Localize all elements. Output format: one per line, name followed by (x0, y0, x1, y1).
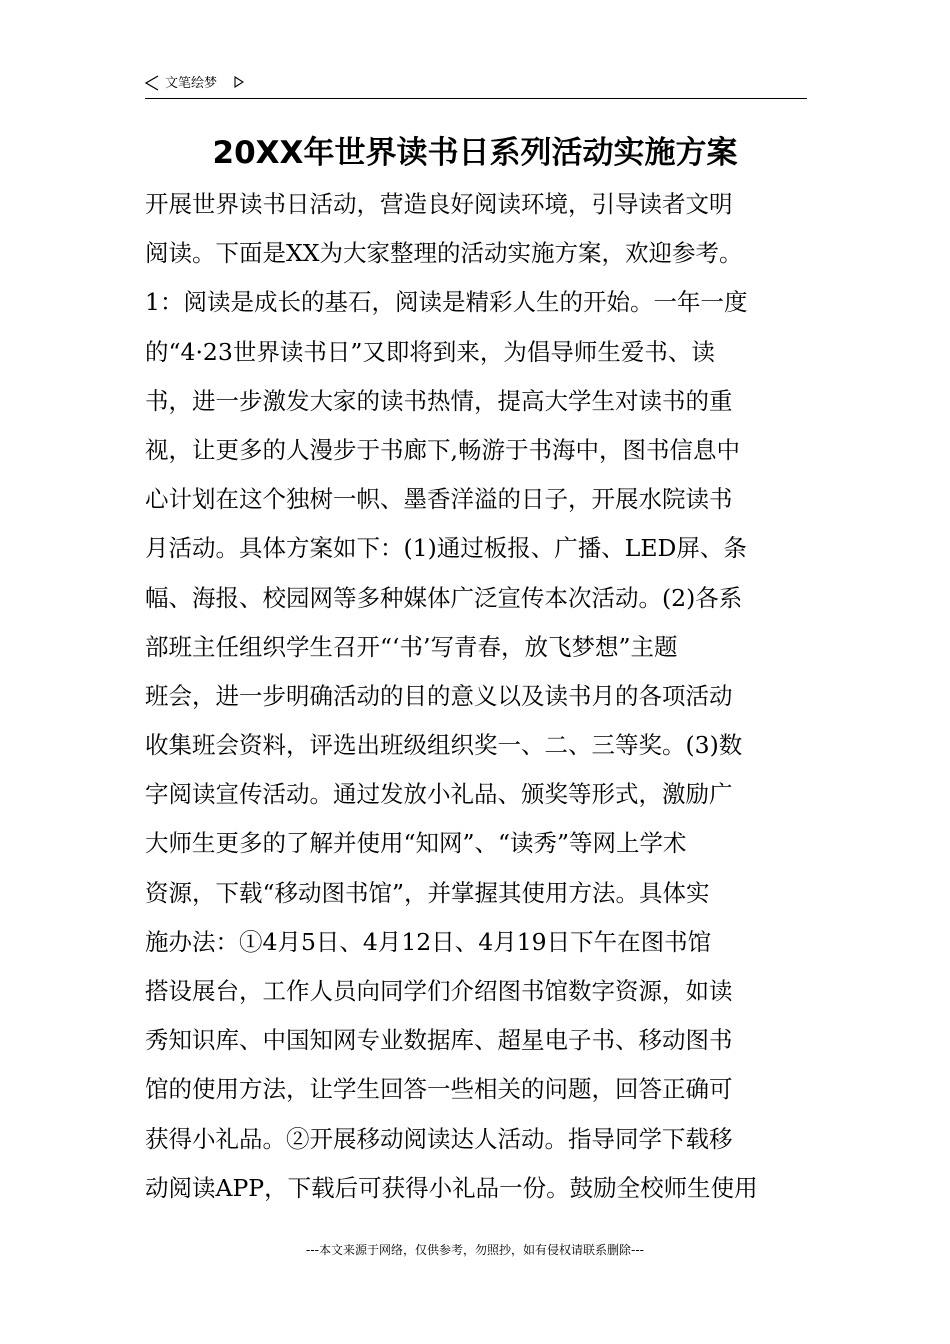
brand-label: 文笔绘梦 (165, 76, 218, 91)
body-line: 大师生更多的了解并使用“知网”、“读秀”等网上学术 (145, 829, 687, 858)
body-line: 的“4·23世界读书日”又即将到来，为倡导师生爱书、读 (145, 337, 715, 366)
body-line: 字阅读宣传活动。通过发放小礼品、颁奖等形式，激励广 (145, 780, 733, 809)
body-line: 收集班会资料，评选出班级组织奖一、二、三等奖。(3)数 (145, 731, 743, 760)
body-line: 搭设展台，工作人员向同学们介绍图书馆数字资源，如读 (145, 977, 733, 1005)
body-line: 月活动。具体方案如下：(1)通过板报、广播、LED屏、条 (145, 534, 747, 563)
body-line: 1：阅读是成长的基石，阅读是精彩人生的开始。一年一度 (145, 288, 748, 317)
footer-disclaimer: ---本文来源于网络，仅供参考，勿照抄，如有侵权请联系删除--- (306, 1243, 644, 1257)
body-line: 幅、海报、校园网等多种媒体广泛宣传本次活动。(2)各系 (145, 583, 743, 612)
body-line: 心计划在这个独树一帜、墨香洋溢的日子，开展水院读书 (145, 485, 733, 514)
body-line: 书，进一步激发大家的读书热情，提高大学生对读书的重 (145, 386, 733, 415)
body-line: 获得小礼品。②开展移动阅读达人活动。指导同学下载移 (145, 1124, 733, 1153)
body-line: 开展世界读书日活动，营造良好阅读环境，引导读者文明 (145, 190, 733, 218)
document-title: 20XX年世界读书日系列活动实施方案 (212, 135, 738, 171)
body-line: 班会，进一步明确活动的目的意义以及读书月的各项活动 (145, 681, 733, 710)
body-line: 阅读。下面是XX为大家整理的活动实施方案，欢迎参考。 (145, 239, 743, 268)
body-line: 动阅读APP，下载后可获得小礼品一份。鼓励全校师生使用 (145, 1173, 758, 1202)
body-line: 馆的使用方法，让学生回答一些相关的问题，回答正确可 (145, 1075, 733, 1104)
body-line: 资源，下载“移动图书馆”，并掌握其使用方法。具体实 (145, 878, 710, 907)
right-triangle-icon (234, 76, 244, 88)
left-triangle-icon (145, 75, 159, 91)
body-line: 视，让更多的人漫步于书廊下,畅游于书海中，图书信息中 (145, 435, 740, 464)
page-header (145, 74, 807, 99)
document-body (145, 180, 825, 1213)
body-line: 秀知识库、中国知网专业数据库、超星电子书、移动图书 (145, 1026, 733, 1055)
body-line: 施办法：①4月5日、4月12日、4月19日下午在图书馆 (145, 927, 712, 956)
body-line: 部班主任组织学生召开“‘书’写青春，放飞梦想”主题 (145, 632, 678, 661)
